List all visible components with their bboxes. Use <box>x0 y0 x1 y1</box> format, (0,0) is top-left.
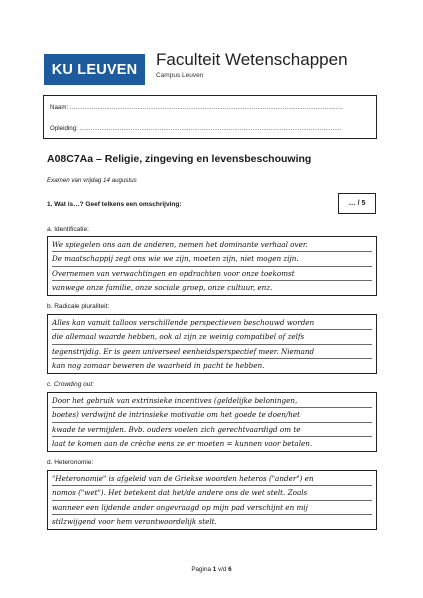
item-label-radicale-pluraliteit: b. Radicale pluraliteit: <box>47 303 110 310</box>
footer-middle: v/d <box>217 566 227 573</box>
answer-box-identificatie[interactable] <box>47 236 377 296</box>
answer-box-heteronomie[interactable] <box>47 470 377 530</box>
item-label-crowding-out: c. Crowding out: <box>47 381 94 388</box>
footer-total-pages: 6 <box>228 566 232 573</box>
course-title: A08C7Aa – Religie, zingeving en levensbeschouwing <box>47 153 312 165</box>
item-label-identificatie: a. Identificatie: <box>47 226 89 233</box>
answer-line: Alles kan vanuit talloos verschillende perspectieven beschouwd worden <box>52 316 372 330</box>
answer-line: nomos ("wet"). Het betekent dat het/de andere ons de wet stelt. Zoals <box>52 486 372 500</box>
answer-line: vanwege onze familie, onze sociale groep, onze cultuur, enz. <box>52 283 273 293</box>
answer-box-crowding-out[interactable] <box>47 392 377 452</box>
program-label: Opleiding: <box>50 125 78 132</box>
answer-line: tegenstrijdig. Er is geen universeel eenheidsperspectief meer. Niemand <box>52 345 372 359</box>
name-line <box>50 104 343 111</box>
footer-prefix: Pagina <box>191 566 211 573</box>
campus-label: Campus Leuven <box>156 72 204 79</box>
answer-line: kwade te vermijden. Bvb. ouders voelen zich gerechtvaardigd om te <box>52 423 372 437</box>
answer-line: We spiegelen ons aan de anderen, nemen het dominante verhaal over. <box>52 238 372 252</box>
answer-line: laat te komen aan de crèche eens ze er moeten = kunnen voor betalen. <box>52 439 313 449</box>
answer-line: Door het gebruik van extrinsieke incentives (geldelijke beloningen, <box>52 394 372 408</box>
name-field[interactable]: ...................................................................................................................................................... <box>69 104 343 111</box>
answer-line: kan nog zomaar beweren de waarheid in pacht te hebben. <box>52 361 265 371</box>
answer-line: die allemaal waarde hebben, ook al zijn ze weinig compatibel of zelfs <box>52 330 372 344</box>
student-id-box <box>43 95 377 139</box>
question-title: 1. Wat is…? Geef telkens een omschrijving: <box>47 201 182 208</box>
program-line <box>50 125 342 132</box>
answer-line: boetes) verdwijnt de intrinsieke motivatie om het goede te doen/het <box>52 408 372 422</box>
ku-leuven-logo: KU LEUVEN <box>44 54 145 85</box>
answer-line: Overnemen van verwachtingen en opdrachten voor onze toekomst <box>52 267 372 281</box>
score-box: … / 5 <box>338 193 376 214</box>
page-footer <box>0 566 423 573</box>
footer-page-number: 1 <box>212 566 217 573</box>
program-field[interactable]: ................................................................................................................................................ <box>79 125 342 132</box>
name-label: Naam: <box>50 104 69 111</box>
exam-date: Examen van vrijdag 14 augustus <box>47 177 137 184</box>
answer-line: De maatschappij zegt ons wie we zijn, moeten zijn, niet mogen zijn. <box>52 252 372 266</box>
answer-box-radicale-pluraliteit[interactable] <box>47 314 377 374</box>
answer-line: stilzwijgend voor hem verantwoordelijk stelt. <box>52 517 217 527</box>
faculty-title: Faculteit Wetenschappen <box>156 50 348 69</box>
answer-line: "Heteronomie" is afgeleid van de Griekse woorden heteros ("ander") en <box>52 472 372 486</box>
item-label-heteronomie: d. Heteronomie: <box>47 459 94 466</box>
answer-line: wanneer een lijdende ander ongevraagd op mijn pad verschijnt en mij <box>52 501 372 515</box>
